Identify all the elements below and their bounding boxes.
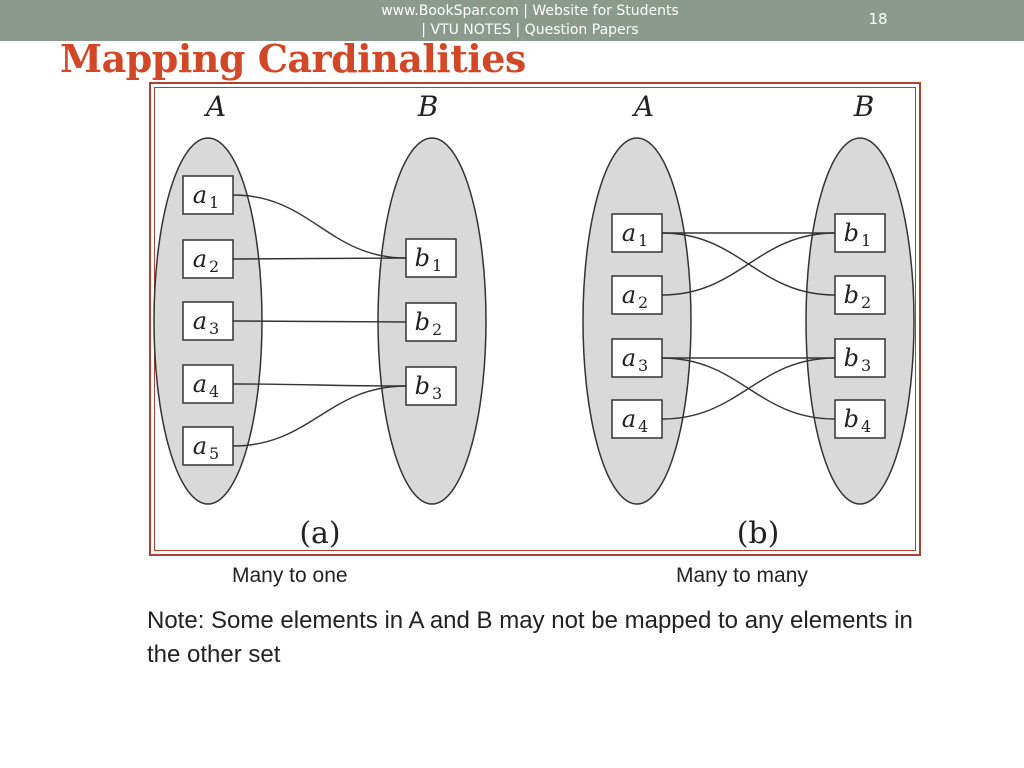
element-subscript: 3: [861, 356, 872, 375]
element-subscript: 4: [861, 417, 872, 436]
element-subscript: 3: [432, 384, 443, 403]
panel-b-element-a2: [612, 276, 662, 314]
panel-a-element-a5: [183, 427, 233, 465]
slide-title: Mapping Cardinalities: [60, 36, 526, 81]
element-subscript: 1: [638, 231, 649, 250]
panel-b-element-b3: [835, 339, 885, 377]
panel-b-set-b-label: B: [853, 90, 875, 123]
element-letter: b: [414, 308, 430, 336]
element-letter: b: [843, 281, 859, 309]
panel-a-label: (a): [299, 516, 341, 551]
panel-b-element-b4: [835, 400, 885, 438]
panel-a-set-b-label: B: [417, 90, 439, 123]
panel-b-element-a3: [612, 339, 662, 377]
element-subscript: 2: [861, 293, 872, 312]
element-letter: a: [621, 344, 636, 372]
element-letter: a: [192, 307, 207, 335]
element-subscript: 5: [209, 444, 220, 463]
panel-a-edge-a1-b1: [233, 195, 406, 258]
panel-a-set-a-label: A: [205, 90, 227, 123]
caption-many-to-many: Many to many: [676, 564, 808, 587]
element-letter: b: [843, 219, 859, 247]
panel-a-element-b3: [406, 367, 456, 405]
element-subscript: 1: [861, 231, 872, 250]
note-text: Note: Some elements in A and B may not be mapped to any elements in the other set: [147, 607, 913, 668]
panel-b-element-b2: [835, 276, 885, 314]
element-subscript: 3: [638, 356, 649, 375]
panel-a-element-a2: [183, 240, 233, 278]
element-letter: b: [414, 244, 430, 272]
element-letter: a: [192, 181, 207, 209]
panel-a-element-b1: [406, 239, 456, 277]
panel-b-element-b1: [835, 214, 885, 252]
element-letter: a: [192, 432, 207, 460]
element-subscript: 3: [209, 319, 220, 338]
panel-a-element-a4: [183, 365, 233, 403]
element-subscript: 4: [209, 382, 220, 401]
element-letter: b: [843, 405, 859, 433]
header-site-text: www.BookSpar.com | Website for Students | VTU NOTES | Question Papers: [381, 3, 679, 38]
panel-b: [583, 90, 914, 551]
panel-b-set-a-ellipse: [583, 138, 691, 504]
header-bar: [0, 0, 1024, 41]
element-letter: b: [414, 372, 430, 400]
element-letter: a: [621, 219, 636, 247]
element-subscript: 2: [638, 293, 649, 312]
mapping-diagram: [150, 83, 920, 555]
panel-b-label: (b): [736, 516, 780, 551]
element-subscript: 1: [432, 256, 443, 275]
element-letter: a: [192, 245, 207, 273]
panel-a-element-a3: [183, 302, 233, 340]
panel-a-element-b2: [406, 303, 456, 341]
caption-many-to-one: Many to one: [232, 564, 348, 587]
panel-b-element-a4: [612, 400, 662, 438]
element-subscript: 1: [209, 193, 220, 212]
element-letter: a: [621, 281, 636, 309]
panel-b-set-b-ellipse: [806, 138, 914, 504]
panel-a-element-a1: [183, 176, 233, 214]
element-letter: a: [192, 370, 207, 398]
panel-a-edge-a5-b3: [233, 386, 406, 446]
element-letter: a: [621, 405, 636, 433]
element-subscript: 4: [638, 417, 649, 436]
panel-a: [154, 90, 486, 551]
element-subscript: 2: [432, 320, 443, 339]
element-letter: b: [843, 344, 859, 372]
element-subscript: 2: [209, 257, 220, 276]
panel-b-set-a-label: A: [633, 90, 655, 123]
slide-number: 18: [868, 10, 888, 28]
panel-b-element-a1: [612, 214, 662, 252]
